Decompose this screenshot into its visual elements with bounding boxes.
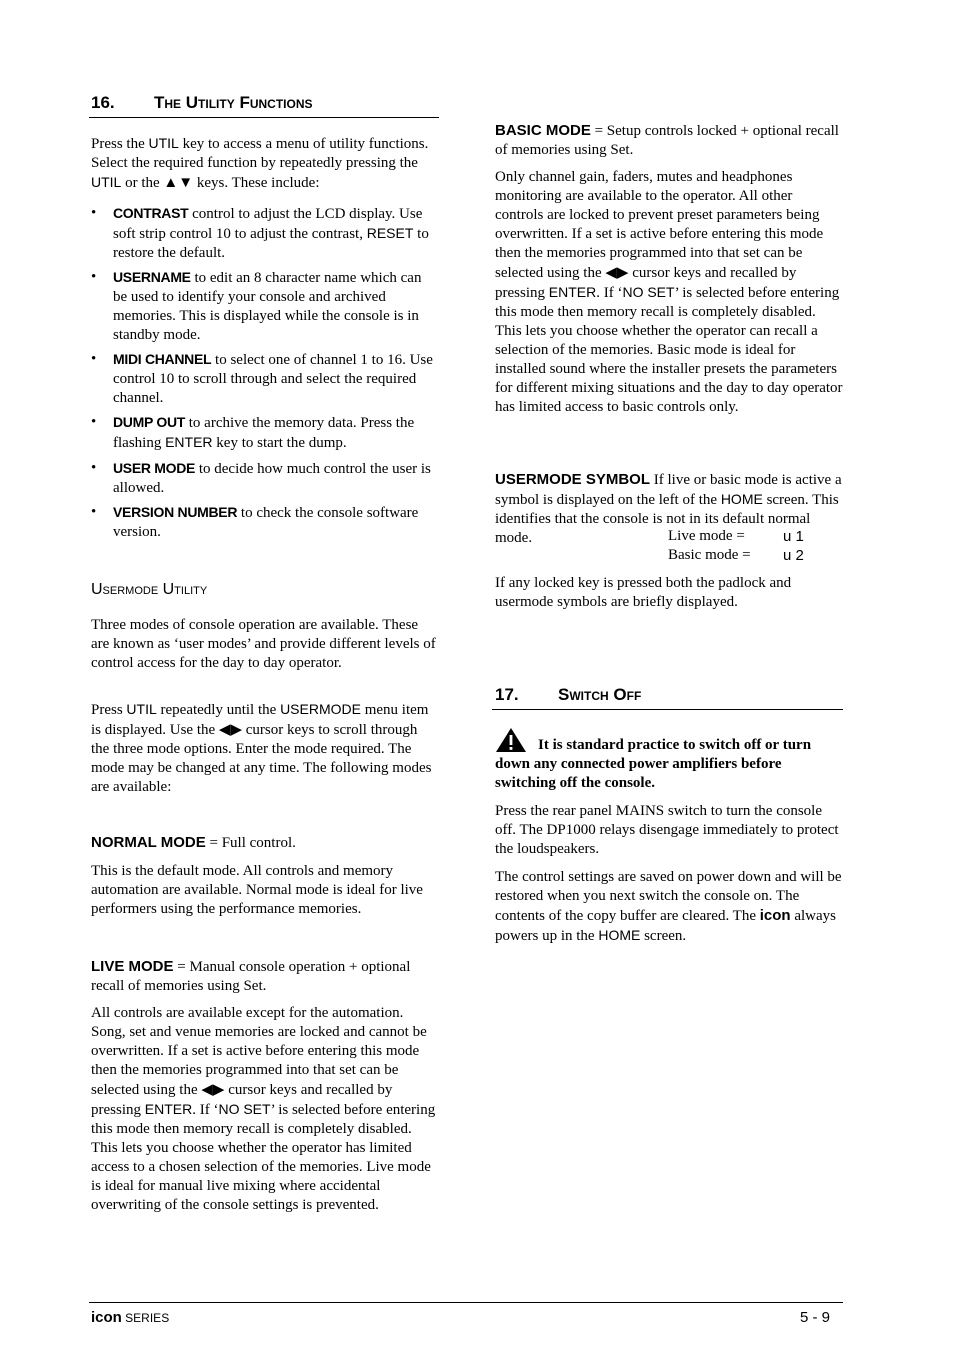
utility-intro: Press the UTIL key to access a menu of utility functions. Select the required function by repeatedly pressing the UTIL or the ▲▼ keys. These include: xyxy=(91,135,429,191)
list-item: • VERSION NUMBER to check the console software version. xyxy=(91,504,419,540)
usermode-intro: Three modes of console operation are available. These are known as ‘user modes’ and provide different levels of control access for the day to day operator. xyxy=(91,617,436,671)
section-17-heading xyxy=(495,685,641,704)
left-right-arrows-icon: ◀▶ xyxy=(605,264,629,281)
list-item: • CONTRAST control to adjust the LCD display. Use soft strip control 10 to adjust the contrast, RESET to restore the default. xyxy=(91,205,429,261)
basic-mode-heading: BASIC MODE = Setup controls locked + optional recall of memories using Set. xyxy=(495,122,839,158)
util-key: UTIL xyxy=(148,135,179,151)
normal-mode-body: This is the default mode. All controls and memory automation are available. Normal mode is ideal for live performers using the performance memories. xyxy=(91,863,423,917)
utility-function-list xyxy=(91,204,438,542)
heading-rule xyxy=(89,117,439,118)
basic-mode-symbol: u 2 xyxy=(783,547,804,564)
heading-rule xyxy=(492,709,843,710)
basic-mode-symbol-row: Basic mode = xyxy=(668,547,751,563)
section-title: Switch Off xyxy=(558,685,642,704)
list-item: • USERNAME to edit an 8 character name which can be used to identify your console and archived memories. This is displayed while the console is in standby mode. xyxy=(91,269,422,343)
warning-text: It is standard practice to switch off or turn down any connected power amplifiers before switching off the console. xyxy=(495,737,812,791)
list-item: • DUMP OUT to archive the memory data. Press the flashing ENTER key to start the dump. xyxy=(91,414,415,451)
footer-series: icon SERIES xyxy=(91,1309,170,1326)
left-right-arrows-icon: ◀▶ xyxy=(201,1081,225,1098)
normal-mode-heading: NORMAL MODE = Full control. xyxy=(91,834,296,851)
power-down-note: The control settings are saved on power down and will be restored when you next switch the console on. The contents of the copy buffer are cleared. The icon always powers up in the HOME screen. xyxy=(495,869,842,944)
live-mode-body: All controls are available except for the automation. Song, set and venue memories are locked and cannot be overwritten. If a set is active before entering this mode then the memories programmed into that set can be selected using the ◀▶ cursor keys and recalled by pressing ENTER. If ‘NO SET’ is selected before entering this mode then memory recall is completely disabled. This lets you choose whether the operator has limited access to a chosen selection of the memories. Live mode is ideal for manual live mixing where accidental overwriting of the console settings is prevented. xyxy=(91,1005,436,1213)
basic-mode-body: Only channel gain, faders, mutes and headphones monitoring are available to the operator. All other controls are locked to prevent preset parameters being overwritten. If a set is active before entering this mode then the memories programmed into that set can be selected using the ◀▶ cursor keys and recalled by pressing ENTER. If ‘NO SET’ is selected before entering this mode then memory recall is completely disabled. This lets you choose whether the operator can recall a selection of the memories. Basic mode is ideal for installed sound where the installer presets the parameters for different mixing situations and the day to day operator has limited access to basic controls only. xyxy=(495,169,843,415)
section-title: The Utility Functions xyxy=(154,93,313,112)
list-item: • USER MODE to decide how much control the user is allowed. xyxy=(91,460,431,496)
section-number: 17. xyxy=(495,685,519,704)
page-number: 5 - 9 xyxy=(800,1309,831,1326)
usermode-instructions: Press UTIL repeatedly until the USERMODE menu item is displayed. Use the ◀▶ cursor keys to scroll through the three mode options. Enter the mode required. The mode may be changed at any time. The following modes are available: xyxy=(91,701,432,795)
switch-off-instructions: Press the rear panel MAINS switch to turn the console off. The DP1000 relays disengage immediately to protect the loudspeakers. xyxy=(495,803,839,857)
live-mode-symbol: u 1 xyxy=(783,528,804,545)
usermode-symbol-text: USERMODE SYMBOL If live or basic mode is active a symbol is displayed on the left of the HOME screen. This identifies that the console is not in its default normal mode. xyxy=(495,471,842,546)
live-mode-symbol-row: Live mode = xyxy=(668,528,745,544)
util-key: UTIL xyxy=(91,174,122,190)
usermode-utility-heading: Usermode Utility xyxy=(91,581,208,598)
section-number: 16. xyxy=(91,93,115,112)
left-right-arrows-icon: ◀▶ xyxy=(218,721,242,738)
footer-rule xyxy=(89,1302,843,1303)
live-mode-heading: LIVE MODE = Manual console operation + optional recall of memories using Set. xyxy=(91,958,411,994)
up-down-arrows-icon: ▲▼ xyxy=(163,174,194,191)
brand-name: icon xyxy=(759,907,791,924)
list-item: • MIDI CHANNEL to select one of channel 1 to 16. Use control 10 to scroll through and select the required channel. xyxy=(91,351,433,406)
section-16-heading xyxy=(91,93,313,112)
padlock-note: If any locked key is pressed both the padlock and usermode symbols are briefly displayed. xyxy=(495,575,792,610)
